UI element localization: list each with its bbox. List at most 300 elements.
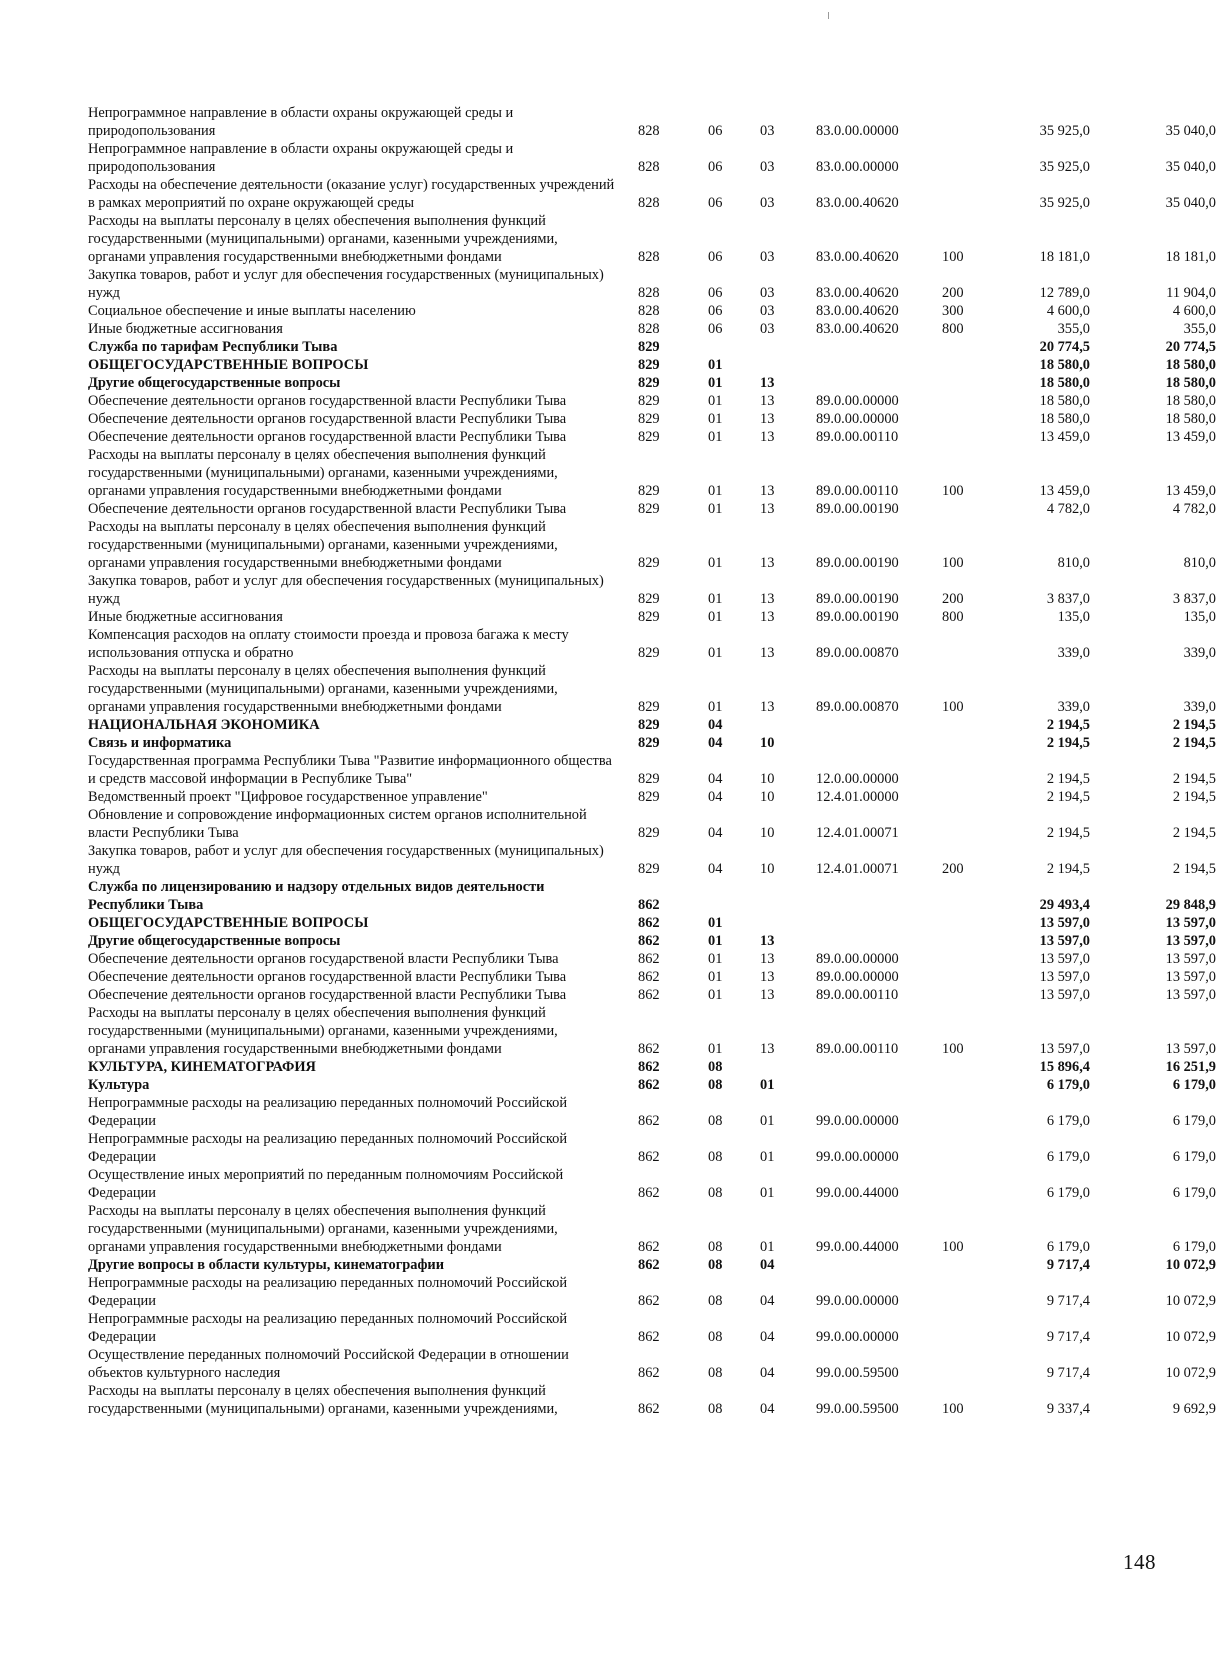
amount-year-2: 13 597,0 [1165,915,1216,931]
expense-type-code [934,914,990,932]
subsection-code [754,914,814,932]
amount-year-1: 12 789,0 [1039,285,1090,301]
ministry-code: 829 [638,825,660,841]
target-article-code [814,374,934,392]
section-code: 01 [708,555,723,571]
target-article-code: 89.0.00.00190 [816,591,899,607]
subsection-code: 10 [760,861,775,877]
amount-year-2: 18 580,0 [1165,357,1216,373]
subsection-code: 13 [760,951,775,967]
table-row [88,428,1216,446]
expense-type-code [934,1310,990,1346]
target-article-code: 83.0.00.40620 [816,249,899,265]
expense-type-code: 100 [942,1401,964,1417]
subsection-code: 01 [760,1149,775,1165]
subsection-code: 10 [760,771,775,787]
table-row [88,266,1216,302]
subsection-code: 01 [760,1077,775,1093]
row-name: Обеспечение деятельности органов государственной власти Республики Тыва [88,393,567,409]
target-article-code: 12.4.01.00071 [816,825,899,841]
subsection-code: 04 [760,1401,775,1417]
expense-type-code [934,1130,990,1166]
amount-year-2: 4 782,0 [1172,501,1216,517]
subsection-code [754,878,814,914]
amount-year-1: 18 580,0 [1039,411,1090,427]
expense-type-code [934,104,990,140]
row-name: Служба по лицензированию и надзору отдельных видов деятельности Республики Тыва [88,879,545,913]
ministry-code: 828 [638,285,660,301]
expense-type-code: 100 [942,699,964,715]
row-name: Расходы на выплаты персоналу в целях обеспечения выполнения функций государственными (муниципальными) органами, казенными учреждениями, органами управления государственными внебюджетными фондами [88,213,558,265]
table-row [88,932,1216,950]
amount-year-2: 10 072,9 [1165,1365,1216,1381]
expense-type-code: 200 [942,285,964,301]
row-name: Государственная программа Республики Тыва "Развитие информационного общества и средств массовой информации в Республике Тыва" [88,753,612,787]
table-row [88,734,1216,752]
amount-year-1: 135,0 [1057,609,1090,625]
section-code: 04 [708,771,723,787]
target-article-code [814,734,934,752]
section-code: 01 [708,915,723,931]
row-name: НАЦИОНАЛЬНАЯ ЭКОНОМИКА [88,717,320,733]
amount-year-2: 13 597,0 [1165,1041,1216,1057]
target-article-code: 99.0.00.00000 [816,1329,899,1345]
target-article-code [814,338,934,356]
amount-year-1: 339,0 [1057,645,1090,661]
table-row [88,1166,1216,1202]
amount-year-2: 13 459,0 [1165,483,1216,499]
row-name: Иные бюджетные ассигнования [88,321,283,337]
subsection-code: 13 [760,933,775,949]
table-row [88,662,1216,716]
page-number: 148 [1123,1550,1156,1574]
section-code: 01 [708,375,723,391]
row-name: Обеспечение деятельности органов государственой власти Республики Тыва [88,951,559,967]
target-article-code: 89.0.00.00190 [816,501,899,517]
subsection-code: 03 [760,249,775,265]
table-row [88,1130,1216,1166]
target-article-code: 89.0.00.00000 [816,951,899,967]
table-row [88,1058,1216,1076]
subsection-code: 13 [760,987,775,1003]
expense-type-code [934,410,990,428]
section-code: 01 [708,591,723,607]
target-article-code: 99.0.00.59500 [816,1365,899,1381]
expense-type-code [934,1346,990,1382]
row-name: Ведомственный проект "Цифровое государственное управление" [88,789,488,805]
expense-type-code [934,374,990,392]
amount-year-2: 6 179,0 [1172,1113,1216,1129]
amount-year-1: 3 837,0 [1046,591,1090,607]
table-row [88,1346,1216,1382]
target-article-code: 99.0.00.00000 [816,1293,899,1309]
section-code: 01 [708,987,723,1003]
amount-year-1: 9 717,4 [1046,1293,1090,1309]
section-code: 01 [708,483,723,499]
section-code: 01 [708,951,723,967]
row-name: Обеспечение деятельности органов государственной власти Республики Тыва [88,987,567,1003]
target-article-code: 12.4.01.00071 [816,861,899,877]
table-row [88,1076,1216,1094]
subsection-code: 10 [760,735,775,751]
section-code: 01 [708,609,723,625]
section-code: 04 [708,861,723,877]
expense-type-code: 100 [942,1041,964,1057]
row-name: Расходы на обеспечение деятельности (оказание услуг) государственных учреждений в рамках мероприятий по охране окружающей среды [88,177,615,211]
row-name: ОБЩЕГОСУДАРСТВЕННЫЕ ВОПРОСЫ [88,357,369,373]
amount-year-1: 2 194,5 [1046,771,1090,787]
target-article-code: 99.0.00.00000 [816,1149,899,1165]
table-row [88,716,1216,734]
expense-type-code: 200 [942,591,964,607]
amount-year-2: 18 181,0 [1165,249,1216,265]
expense-type-code [934,1094,990,1130]
amount-year-1: 6 179,0 [1046,1239,1090,1255]
amount-year-2: 35 040,0 [1165,195,1216,211]
expense-type-code [934,788,990,806]
amount-year-2: 9 692,9 [1172,1401,1216,1417]
section-code: 01 [708,411,723,427]
expense-type-code [934,806,990,842]
section-code: 04 [708,825,723,841]
amount-year-1: 18 580,0 [1039,375,1090,391]
section-code: 08 [708,1059,723,1075]
amount-year-2: 10 072,9 [1165,1329,1216,1345]
table-row [88,968,1216,986]
ministry-code: 862 [638,1239,660,1255]
table-row [88,842,1216,878]
amount-year-2: 6 179,0 [1172,1149,1216,1165]
section-code: 06 [708,123,723,139]
expense-type-code: 100 [942,249,964,265]
expense-type-code [934,734,990,752]
amount-year-1: 6 179,0 [1046,1113,1090,1129]
target-article-code [814,1256,934,1274]
expense-type-code [934,140,990,176]
table-row [88,140,1216,176]
amount-year-2: 355,0 [1183,321,1216,337]
amount-year-1: 15 896,4 [1039,1059,1090,1075]
expense-type-code [934,1058,990,1076]
row-name: Обеспечение деятельности органов государственной власти Республики Тыва [88,969,567,985]
table-row [88,626,1216,662]
amount-year-1: 4 600,0 [1046,303,1090,319]
subsection-code: 01 [760,1113,775,1129]
subsection-code: 03 [760,195,775,211]
section-code: 06 [708,303,723,319]
row-name: Расходы на выплаты персоналу в целях обеспечения выполнения функций государственными (муниципальными) органами, казенными учреждениями, органами управления государственными внебюджетными фондами [88,1005,558,1057]
ministry-code: 862 [638,1113,660,1129]
amount-year-2: 18 580,0 [1165,375,1216,391]
subsection-code: 13 [760,969,775,985]
amount-year-2: 339,0 [1183,645,1216,661]
table-row [88,1004,1216,1058]
section-code: 08 [708,1239,723,1255]
expense-type-code: 100 [942,483,964,499]
table-row [88,806,1216,842]
budget-table [88,104,1216,1418]
target-article-code: 89.0.00.00190 [816,555,899,571]
row-name: Расходы на выплаты персоналу в целях обеспечения выполнения функций государственными (муниципальными) органами, казенными учреждениями, органами управления государственными внебюджетными фондами [88,519,558,571]
table-row [88,356,1216,374]
section-code: 01 [708,969,723,985]
row-name: Обновление и сопровождение информационных систем органов исполнительной власти Республики Тыва [88,807,587,841]
expense-type-code [934,1274,990,1310]
target-article-code: 83.0.00.40620 [816,285,899,301]
target-article-code [814,356,934,374]
section-code: 06 [708,195,723,211]
amount-year-2: 4 600,0 [1172,303,1216,319]
ministry-code: 862 [638,1293,660,1309]
section-code: 01 [708,1041,723,1057]
amount-year-1: 13 459,0 [1039,429,1090,445]
subsection-code [754,716,814,734]
subsection-code: 13 [760,699,775,715]
budget-table-body [88,104,1216,1418]
expense-type-code: 200 [942,861,964,877]
target-article-code: 89.0.00.00000 [816,411,899,427]
amount-year-2: 2 194,5 [1172,771,1216,787]
amount-year-1: 6 179,0 [1046,1149,1090,1165]
expense-type-code [934,338,990,356]
target-article-code [814,1058,934,1076]
expense-type-code [934,716,990,734]
target-article-code: 89.0.00.00000 [816,393,899,409]
section-code: 06 [708,249,723,265]
ministry-code: 829 [638,789,660,805]
row-name: КУЛЬТУРА, КИНЕМАТОГРАФИЯ [88,1059,316,1075]
row-name: Расходы на выплаты персоналу в целях обеспечения выполнения функций государственными (муниципальными) органами, казенными учреждениями, органами управления государственными внебюджетными фондами [88,1203,558,1255]
subsection-code: 13 [760,429,775,445]
amount-year-2: 13 597,0 [1165,987,1216,1003]
target-article-code: 83.0.00.40620 [816,303,899,319]
ministry-code: 829 [638,861,660,877]
row-name: Обеспечение деятельности органов государственной власти Республики Тыва [88,429,567,445]
row-name: Обеспечение деятельности органов государственной власти Республики Тыва [88,501,567,517]
section-code: 08 [708,1113,723,1129]
target-article-code: 89.0.00.00870 [816,645,899,661]
table-row [88,1202,1216,1256]
amount-year-1: 6 179,0 [1046,1077,1090,1093]
target-article-code: 12.0.00.00000 [816,771,899,787]
subsection-code: 04 [760,1257,775,1273]
amount-year-2: 35 040,0 [1165,159,1216,175]
subsection-code: 13 [760,483,775,499]
target-article-code [814,932,934,950]
target-article-code [814,878,934,914]
ministry-code: 829 [638,375,660,391]
row-name: Иные бюджетные ассигнования [88,609,283,625]
amount-year-1: 2 194,5 [1046,717,1090,733]
row-name: Закупка товаров, работ и услуг для обеспечения государственных (муниципальных) нужд [88,573,604,607]
ministry-code: 828 [638,303,660,319]
row-name: Непрограммное направление в области охраны окружающей среды и природопользования [88,105,514,139]
section-code: 08 [708,1293,723,1309]
amount-year-1: 13 597,0 [1039,933,1090,949]
subsection-code: 01 [760,1185,775,1201]
row-name: Другие вопросы в области культуры, кинематографии [88,1257,445,1273]
amount-year-2: 20 774,5 [1165,339,1216,355]
row-name: Осуществление переданных полномочий Российской Федерации в отношении объектов культурного наследия [88,1347,569,1381]
amount-year-1: 18 181,0 [1039,249,1090,265]
expense-type-code [934,176,990,212]
target-article-code: 99.0.00.44000 [816,1185,899,1201]
target-article-code: 89.0.00.00870 [816,699,899,715]
section-code: 06 [708,159,723,175]
ministry-code: 862 [638,1059,660,1075]
amount-year-2: 11 904,0 [1166,285,1216,301]
amount-year-2: 13 597,0 [1165,969,1216,985]
amount-year-1: 2 194,5 [1046,861,1090,877]
table-row [88,986,1216,1004]
amount-year-1: 29 493,4 [1039,897,1090,913]
section-code: 08 [708,1077,723,1093]
table-row [88,302,1216,320]
target-article-code: 89.0.00.00000 [816,969,899,985]
amount-year-1: 4 782,0 [1046,501,1090,517]
amount-year-2: 2 194,5 [1172,789,1216,805]
row-name: Непрограммные расходы на реализацию переданных полномочий Российской Федерации [88,1131,568,1165]
target-article-code [814,716,934,734]
row-name: Культура [88,1077,150,1093]
ministry-code: 862 [638,933,660,949]
amount-year-1: 9 337,4 [1046,1401,1090,1417]
amount-year-1: 35 925,0 [1039,123,1090,139]
subsection-code: 13 [760,645,775,661]
subsection-code: 03 [760,159,775,175]
ministry-code: 862 [638,897,660,913]
ministry-code: 829 [638,393,660,409]
section-code: 01 [708,645,723,661]
section-code: 01 [708,699,723,715]
row-name: Непрограммные расходы на реализацию переданных полномочий Российской Федерации [88,1311,568,1345]
expense-type-code: 800 [942,609,964,625]
expense-type-code [934,1256,990,1274]
ministry-code: 862 [638,1149,660,1165]
table-row [88,176,1216,212]
amount-year-1: 13 597,0 [1039,987,1090,1003]
amount-year-1: 2 194,5 [1046,735,1090,751]
table-row [88,1310,1216,1346]
amount-year-1: 339,0 [1057,699,1090,715]
amount-year-2: 29 848,9 [1165,897,1216,913]
ministry-code: 862 [638,1365,660,1381]
row-name: Служба по тарифам Республики Тыва [88,339,338,355]
subsection-code: 13 [760,393,775,409]
subsection-code: 01 [760,1239,775,1255]
row-name: Социальное обеспечение и иные выплаты населению [88,303,416,319]
subsection-code: 04 [760,1329,775,1345]
ministry-code: 862 [638,1257,660,1273]
ministry-code: 862 [638,987,660,1003]
row-name: Связь и информатика [88,735,232,751]
ministry-code: 828 [638,159,660,175]
amount-year-2: 16 251,9 [1165,1059,1216,1075]
expense-type-code [934,878,990,914]
amount-year-1: 18 580,0 [1039,357,1090,373]
amount-year-1: 13 597,0 [1039,915,1090,931]
section-code: 04 [708,789,723,805]
expense-type-code [934,950,990,968]
row-name: Расходы на выплаты персоналу в целях обеспечения выполнения функций государственными (муниципальными) органами, казенными учреждениями, органами управления государственными внебюджетными фондами [88,447,558,499]
table-row [88,608,1216,626]
ministry-code: 829 [638,717,660,733]
subsection-code: 13 [760,609,775,625]
section-code: 01 [708,393,723,409]
table-row [88,572,1216,608]
section-code: 01 [708,429,723,445]
amount-year-1: 2 194,5 [1046,825,1090,841]
table-row [88,1274,1216,1310]
section-code: 06 [708,321,723,337]
section-code: 08 [708,1329,723,1345]
ministry-code: 828 [638,321,660,337]
expense-type-code [934,752,990,788]
amount-year-2: 135,0 [1183,609,1216,625]
target-article-code: 99.0.00.59500 [816,1401,899,1417]
table-row [88,1382,1216,1418]
row-name: Непрограммные расходы на реализацию переданных полномочий Российской Федерации [88,1095,568,1129]
amount-year-2: 2 194,5 [1172,735,1216,751]
ministry-code: 829 [638,699,660,715]
expense-type-code [934,1166,990,1202]
scan-mark [828,12,829,19]
amount-year-2: 2 194,5 [1172,861,1216,877]
subsection-code: 03 [760,123,775,139]
subsection-code: 13 [760,555,775,571]
amount-year-1: 355,0 [1057,321,1090,337]
target-article-code: 83.0.00.00000 [816,123,899,139]
expense-type-code: 800 [942,321,964,337]
amount-year-1: 35 925,0 [1039,159,1090,175]
target-article-code: 83.0.00.40620 [816,195,899,211]
amount-year-2: 10 072,9 [1165,1257,1216,1273]
section-code: 08 [708,1149,723,1165]
section-code: 08 [708,1185,723,1201]
subsection-code: 13 [760,375,775,391]
amount-year-1: 9 717,4 [1046,1257,1090,1273]
row-name: ОБЩЕГОСУДАРСТВЕННЫЕ ВОПРОСЫ [88,915,369,931]
table-row [88,752,1216,788]
amount-year-1: 35 925,0 [1039,195,1090,211]
ministry-code: 828 [638,123,660,139]
table-row [88,410,1216,428]
subsection-code: 13 [760,591,775,607]
expense-type-code [934,356,990,374]
ministry-code: 862 [638,1041,660,1057]
amount-year-2: 35 040,0 [1165,123,1216,139]
amount-year-1: 13 597,0 [1039,951,1090,967]
section-code: 08 [708,1257,723,1273]
section-code: 01 [708,357,723,373]
section-code [702,338,754,356]
target-article-code: 89.0.00.00110 [816,429,899,445]
table-row [88,320,1216,338]
target-article-code: 89.0.00.00110 [816,1041,899,1057]
section-code [702,878,754,914]
target-article-code: 89.0.00.00190 [816,609,899,625]
subsection-code [754,356,814,374]
target-article-code: 89.0.00.00110 [816,483,899,499]
row-name: Непрограммное направление в области охраны окружающей среды и природопользования [88,141,514,175]
subsection-code: 03 [760,285,775,301]
row-name: Другие общегосударственные вопросы [88,933,341,949]
ministry-code: 829 [638,645,660,661]
ministry-code: 862 [638,951,660,967]
section-code: 08 [708,1365,723,1381]
target-article-code [814,1076,934,1094]
subsection-code: 04 [760,1365,775,1381]
